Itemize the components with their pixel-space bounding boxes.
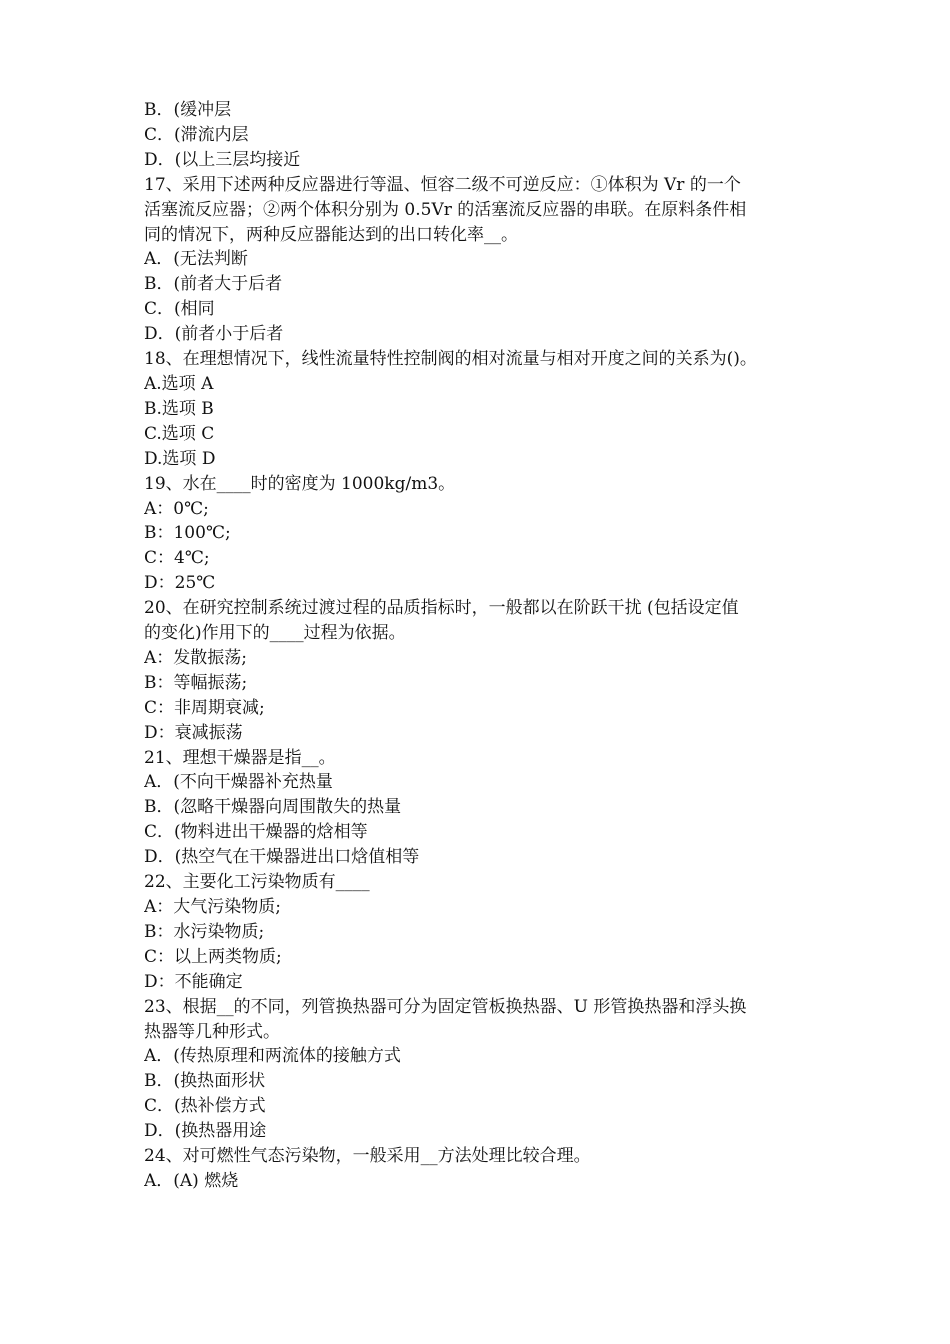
question-text: 23、根据__的不同，列管换热器可分为固定管板换热器、U 形管换热器和浮头换 xyxy=(144,996,747,1017)
text-line: D．(换热器用途 xyxy=(144,1121,267,1142)
text-line: D．(热空气在干燥器进出口焓值相等 xyxy=(144,847,420,868)
question-text: 19、水在____时的密度为 1000kg/m3。 xyxy=(144,473,456,494)
text-line: C.选项 C xyxy=(144,423,215,444)
text-line: A．(不向干燥器补充热量 xyxy=(144,772,333,793)
question-text: 21、理想干燥器是指__。 xyxy=(144,747,336,768)
text-line: C．(热补偿方式 xyxy=(144,1096,266,1117)
text-line: B：水污染物质; xyxy=(144,921,265,942)
text-line: D：不能确定 xyxy=(144,971,243,992)
text-line: C：非周期衰减; xyxy=(144,697,265,718)
question-text: 的变化)作用下的____过程为依据。 xyxy=(144,623,406,644)
text-line: C．(物料进出干燥器的焓相等 xyxy=(144,822,368,843)
question-text: 活塞流反应器；②两个体积分别为 0.5Vr 的活塞流反应器的串联。在原料条件相 xyxy=(144,199,747,220)
text-line: D：衰减振荡 xyxy=(144,722,243,743)
question-text: 17、采用下述两种反应器进行等温、恒容二级不可逆反应：①体积为 Vr 的一个 xyxy=(144,174,741,195)
text-line: C：4℃; xyxy=(144,548,210,569)
text-line: C．(相同 xyxy=(144,299,215,320)
text-line: B：100℃; xyxy=(144,523,231,544)
text-line: B：等幅振荡; xyxy=(144,672,248,693)
text-line: D：25℃ xyxy=(144,573,216,594)
question-text: 24、对可燃性气态污染物，一般采用__方法处理比较合理。 xyxy=(144,1146,591,1167)
text-line: C．(滞流内层 xyxy=(144,124,249,145)
question-text: 22、主要化工污染物质有____ xyxy=(144,872,370,893)
text-line: D．(以上三层均接近 xyxy=(144,149,301,170)
text-line: A．(A) 燃烧 xyxy=(144,1170,239,1191)
text-line: D.选项 D xyxy=(144,448,216,469)
text-line: A．(传热原理和两流体的接触方式 xyxy=(144,1046,401,1067)
text-line: A：发散振荡; xyxy=(144,647,248,668)
text-line: B．(缓冲层 xyxy=(144,100,232,120)
question-text: 20、在研究控制系统过渡过程的品质指标时，一般都以在阶跃干扰 (包括设定值 xyxy=(144,598,739,619)
text-line: A：0℃; xyxy=(144,498,209,519)
text-line: B．(前者大于后者 xyxy=(144,274,283,295)
text-line: A：大气污染物质; xyxy=(144,897,282,917)
question-text: 18、在理想情况下，线性流量特性控制阀的相对流量与相对开度之间的关系为()。 xyxy=(144,349,757,370)
question-text: 同的情况下，两种反应器能达到的出口转化率__。 xyxy=(144,224,518,245)
text-line: A.选项 A xyxy=(144,373,214,394)
text-line: D．(前者小于后者 xyxy=(144,324,284,345)
text-line: C：以上两类物质; xyxy=(144,946,282,967)
question-text: 热器等几种形式。 xyxy=(144,1021,280,1042)
text-line: B.选项 B xyxy=(144,398,214,419)
text-line: A．(无法判断 xyxy=(144,249,248,270)
text-line: B．(忽略干燥器向周围散失的热量 xyxy=(144,797,402,818)
text-line: B．(换热面形状 xyxy=(144,1071,266,1092)
